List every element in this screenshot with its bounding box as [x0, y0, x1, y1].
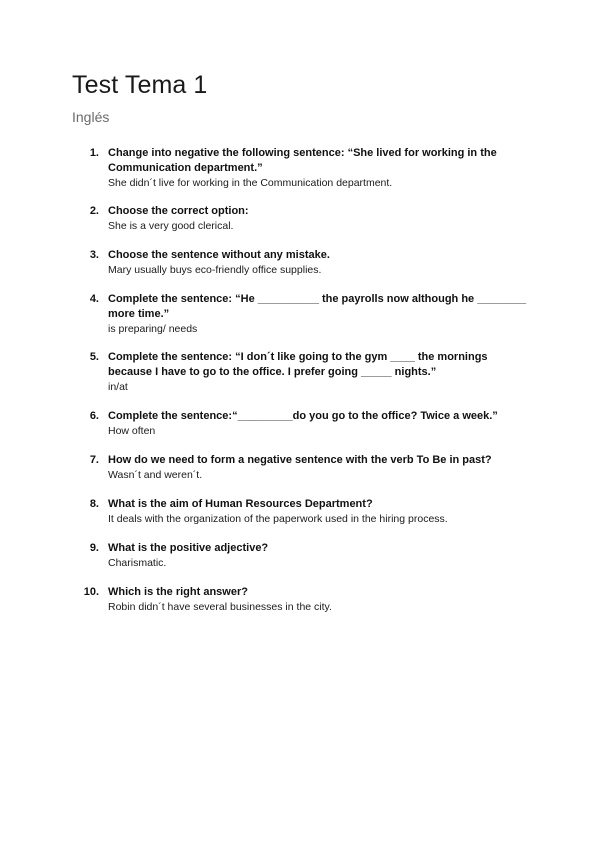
question-answer: in/at [108, 381, 128, 393]
question-body [108, 409, 528, 439]
question-number: 6. [89, 410, 99, 422]
question-text: Change into negative the following sentence: “She lived for working in the Communication department.” [108, 147, 497, 174]
question-answer: She didn´t live for working in the Communication department. [108, 177, 393, 189]
question-text: What is the aim of Human Resources Department? [108, 498, 373, 510]
question-body [108, 585, 528, 615]
question-number: 7. [89, 454, 99, 466]
question-body [108, 248, 528, 278]
question-body [108, 204, 528, 234]
question-number: 1. [89, 147, 99, 159]
question-body [108, 453, 528, 483]
question-number: 3. [89, 249, 99, 261]
question-text: Choose the sentence without any mistake. [108, 249, 330, 261]
question-body [108, 541, 528, 571]
question-body [108, 146, 528, 191]
question-body [108, 292, 528, 337]
question-answer: It deals with the organization of the paperwork used in the hiring process. [108, 513, 448, 525]
question-number: 10. [83, 586, 99, 598]
question-number: 8. [89, 498, 99, 510]
question-number: 5. [89, 351, 99, 363]
document-subtitle: Inglés [72, 109, 110, 125]
question-number: 4. [89, 293, 99, 305]
question-answer: She is a very good clerical. [108, 220, 234, 232]
question-answer: Charismatic. [108, 557, 167, 569]
question-body [108, 497, 528, 527]
question-text: How do we need to form a negative sentence with the verb To Be in past? [108, 454, 492, 466]
question-answer: is preparing/ needs [108, 323, 198, 335]
question-answer: How often [108, 425, 156, 437]
question-text: Complete the sentence: “He __________ the payrolls now although he ________ more time.” [108, 293, 527, 320]
question-text: Choose the correct option: [108, 205, 249, 217]
question-body [108, 350, 528, 395]
question-answer: Robin didn´t have several businesses in the city. [108, 601, 332, 613]
question-answer: Wasn´t and weren´t. [108, 469, 203, 481]
question-answer: Mary usually buys eco-friendly office supplies. [108, 264, 322, 276]
question-number: 2. [89, 205, 99, 217]
question-number: 9. [89, 542, 99, 554]
question-text: Which is the right answer? [108, 586, 248, 598]
question-text: Complete the sentence:“_________do you go to the office? Twice a week.” [108, 410, 498, 422]
document-title: Test Tema 1 [72, 71, 208, 99]
question-text: Complete the sentence: “I don´t like going to the gym ____ the mornings because I have to go to the office. I prefer going _____ nights.” [108, 351, 488, 378]
question-text: What is the positive adjective? [108, 542, 269, 554]
